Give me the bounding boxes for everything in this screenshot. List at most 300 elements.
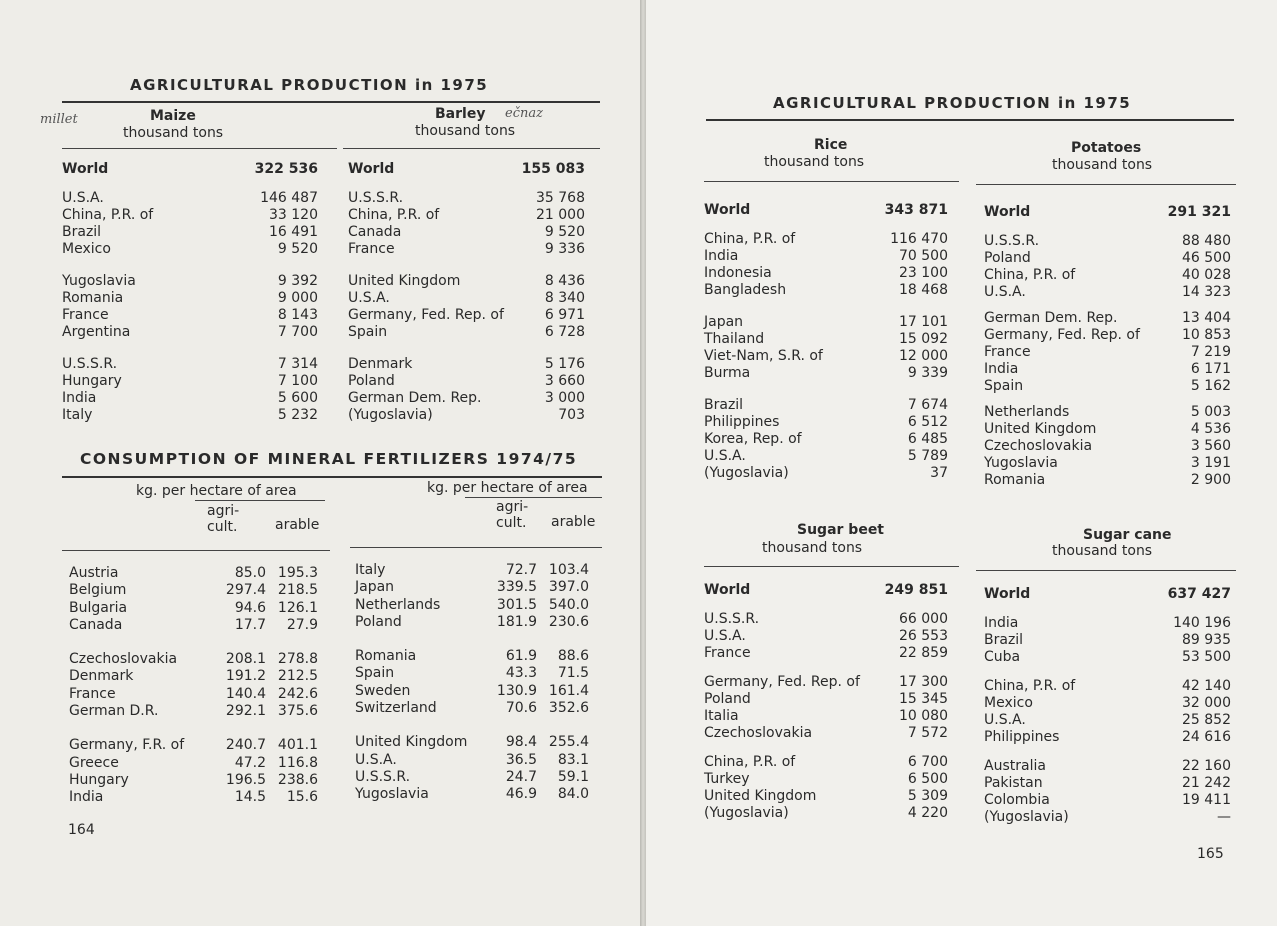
potatoes-country: India [984, 361, 1019, 377]
maize-row [62, 307, 318, 324]
potatoes-row [984, 421, 1231, 438]
potatoes-country: Germany, Fed. Rep. of [984, 327, 1140, 343]
sugar-beet-row [704, 691, 948, 708]
fert-col-agri-left: agri- cult. [207, 503, 240, 535]
potatoes-value: 88 480 [1182, 233, 1231, 249]
maize-row [62, 290, 318, 307]
sugar-cane-unit: thousand tons [1052, 543, 1153, 559]
rice-row [704, 448, 948, 465]
sugar-cane-country: Brazil [984, 632, 1024, 648]
rice-value: 5 789 [907, 448, 948, 464]
fertilizer-agricult-value: 43.3 [505, 665, 537, 682]
fertilizer-agricult-value: 196.5 [225, 771, 266, 788]
barley-country: Germany, Fed. Rep. of [348, 307, 504, 323]
sugar-cane-value: 42 140 [1182, 678, 1231, 694]
potatoes-table [984, 204, 1231, 489]
rice-row [704, 248, 948, 265]
fertilizer-arable-value: 212.5 [277, 668, 318, 685]
sugar-beet-country: U.S.S.R. [704, 611, 760, 627]
rice-country: Viet-Nam, S.R. of [704, 348, 823, 364]
sugar-cane-heading: Sugar cane [1083, 527, 1172, 543]
sugar-beet-value: 5 309 [907, 788, 948, 804]
title-rule [62, 101, 600, 103]
maize-world-row [62, 161, 318, 178]
sugar-beet-country: Czechoslovakia [704, 725, 813, 741]
sugar-beet-value: 66 000 [899, 611, 948, 627]
sugar-beet-country: France [704, 645, 751, 661]
fertilizer-arable-value: 397.0 [548, 579, 589, 596]
fertilizer-agricult-value: 24.7 [505, 768, 537, 785]
fertilizer-row [355, 648, 589, 665]
maize-row [62, 407, 318, 424]
fertilizer-row [69, 600, 318, 617]
fertilizer-arable-value: 238.6 [277, 771, 318, 788]
fertilizer-row [355, 734, 589, 751]
sugar-beet-row [704, 754, 948, 771]
potatoes-country: Czechoslovakia [984, 438, 1093, 454]
maize-value: 7 100 [277, 373, 318, 389]
fertilizer-row [69, 789, 318, 806]
sugar-beet-unit: thousand tons [762, 540, 863, 556]
sugar-cane-country: Mexico [984, 695, 1033, 711]
fertilizer-arable-value: 15.6 [286, 789, 318, 806]
rice-unit: thousand tons [764, 154, 865, 170]
barley-country: Denmark [348, 356, 413, 372]
potatoes-value: 46 500 [1182, 250, 1231, 266]
maize-country: Romania [62, 290, 124, 306]
fertilizer-country: Bulgaria [69, 599, 128, 616]
sugar-beet-rule [704, 566, 959, 567]
fertilizer-agricult-value: 14.5 [234, 789, 266, 806]
fertilizer-row [69, 772, 318, 789]
fertilizer-row [69, 755, 318, 772]
potatoes-value: 10 853 [1182, 327, 1231, 343]
barley-value: 35 768 [536, 190, 585, 206]
rice-world-row [704, 202, 948, 219]
barley-row [348, 207, 585, 224]
potatoes-country: German Dem. Rep. [984, 310, 1118, 326]
sugar-cane-row [984, 712, 1231, 729]
fertilizer-agricult-value: 85.0 [234, 565, 266, 581]
sugar-beet-value: 4 220 [907, 805, 948, 821]
sugar-cane-country: Philippines [984, 729, 1060, 745]
sugar-cane-row [984, 695, 1231, 712]
fertilizer-country: Romania [355, 648, 417, 665]
rice-value: 15 092 [899, 331, 948, 347]
fertilizer-country: Yugoslavia [355, 786, 429, 803]
fertilizer-country: United Kingdom [355, 734, 468, 751]
potatoes-value: 14 323 [1182, 284, 1231, 300]
rice-country: Indonesia [704, 265, 772, 281]
potatoes-value: 5 162 [1190, 378, 1231, 394]
barley-value: 6 728 [544, 324, 585, 340]
sugar-cane-value: 140 196 [1173, 615, 1231, 631]
barley-country: Canada [348, 224, 402, 240]
barley-heading: Barley [435, 106, 486, 122]
maize-row [62, 356, 318, 373]
fertilizer-row [355, 665, 589, 682]
barley-country: U.S.A. [348, 290, 390, 306]
sugar-cane-row [984, 758, 1231, 775]
maize-row [62, 324, 318, 341]
maize-value: 7 700 [277, 324, 318, 340]
fertilizer-row [69, 617, 318, 634]
right-page [646, 0, 1277, 926]
rice-value: 37 [930, 465, 948, 481]
rice-country: Brazil [704, 397, 744, 413]
potatoes-country: China, P.R. of [984, 267, 1076, 283]
potatoes-country: France [984, 344, 1031, 360]
rice-row [704, 331, 948, 348]
handwritten-note-millet: millet [40, 112, 78, 127]
fertilizer-country: German D.R. [69, 703, 159, 720]
rice-country: Bangladesh [704, 282, 787, 298]
barley-row [348, 390, 585, 407]
rice-row [704, 365, 948, 382]
fertilizer-row [69, 565, 318, 582]
fertilizer-country: Austria [69, 565, 119, 581]
sugar-beet-world-row [704, 582, 948, 599]
sugar-cane-country: U.S.A. [984, 712, 1026, 728]
fertilizer-row [355, 700, 589, 717]
sugar-cane-value: 25 852 [1182, 712, 1231, 728]
fertilizers-header-rule-left [62, 550, 330, 551]
fertilizer-arable-value: 255.4 [548, 734, 589, 751]
potatoes-value: 3 191 [1190, 455, 1231, 471]
rice-country: U.S.A. [704, 448, 746, 464]
fertilizer-row [69, 737, 318, 754]
barley-world-value: 155 083 [521, 161, 585, 177]
fertilizer-row [69, 582, 318, 599]
barley-value: 6 971 [544, 307, 585, 323]
rice-row [704, 314, 948, 331]
barley-value: 8 436 [544, 273, 585, 289]
barley-value: 3 000 [544, 390, 585, 406]
fertilizer-arable-value: 103.4 [548, 562, 589, 578]
page-number-left: 164 [68, 822, 95, 838]
sugar-cane-row [984, 615, 1231, 632]
sugar-cane-value: 24 616 [1182, 729, 1231, 745]
rice-row [704, 282, 948, 299]
potatoes-country: Poland [984, 250, 1031, 266]
fertilizer-row [355, 752, 589, 769]
barley-country: U.S.S.R. [348, 190, 404, 206]
maize-country: China, P.R. of [62, 207, 154, 223]
barley-country: German Dem. Rep. [348, 390, 482, 406]
barley-row [348, 273, 585, 290]
sugar-beet-value: 17 300 [899, 674, 948, 690]
barley-country: (Yugoslavia) [348, 407, 433, 423]
maize-country: India [62, 390, 97, 406]
fertilizer-row [355, 786, 589, 803]
fertilizers-header-rule-right [350, 547, 602, 548]
maize-value: 5 600 [277, 390, 318, 406]
fertilizer-agricult-value: 292.1 [225, 703, 266, 720]
fertilizer-row [69, 686, 318, 703]
rice-world-value: 343 871 [884, 202, 948, 218]
right-title-rule [706, 119, 1234, 121]
fertilizer-arable-value: 84.0 [557, 786, 589, 803]
maize-value: 9 520 [277, 241, 318, 257]
maize-world-value: 322 536 [254, 161, 318, 177]
rice-heading: Rice [814, 137, 848, 153]
rice-value: 6 512 [907, 414, 948, 430]
fertilizer-row [69, 651, 318, 668]
sugar-beet-row [704, 611, 948, 628]
barley-row [348, 307, 585, 324]
fertilizer-country: Poland [355, 613, 402, 630]
fertilizer-arable-value: 375.6 [277, 703, 318, 720]
fertilizer-agricult-value: 140.4 [225, 685, 266, 702]
potatoes-row [984, 250, 1231, 267]
sugar-cane-country: Cuba [984, 649, 1021, 665]
barley-country: Poland [348, 373, 395, 389]
maize-country: Argentina [62, 324, 131, 340]
fertilizer-country: India [69, 789, 104, 806]
potatoes-country: U.S.S.R. [984, 233, 1040, 249]
barley-table [348, 161, 585, 424]
rice-value: 6 485 [907, 431, 948, 447]
maize-row [62, 241, 318, 258]
potatoes-row [984, 310, 1231, 327]
fertilizer-arable-value: 352.6 [548, 700, 589, 717]
maize-country: Brazil [62, 224, 102, 240]
sugar-beet-row [704, 708, 948, 725]
fertilizer-arable-value: 401.1 [277, 737, 318, 754]
barley-unit: thousand tons [415, 123, 516, 139]
maize-value: 8 143 [277, 307, 318, 323]
rice-row [704, 348, 948, 365]
potatoes-value: 7 219 [1190, 344, 1231, 360]
sugar-beet-country: Germany, Fed. Rep. of [704, 674, 860, 690]
sugar-cane-country: Australia [984, 758, 1046, 774]
maize-value: 33 120 [269, 207, 318, 223]
sugar-beet-row [704, 725, 948, 742]
fertilizer-country: Czechoslovakia [69, 651, 178, 668]
fertilizer-arable-value: 59.1 [557, 768, 589, 785]
rice-world-label: World [704, 202, 751, 218]
maize-row [62, 224, 318, 241]
sugar-beet-value: 15 345 [899, 691, 948, 707]
maize-country: Yugoslavia [62, 273, 136, 289]
rice-row [704, 465, 948, 482]
rice-row [704, 431, 948, 448]
sugar-cane-row [984, 775, 1231, 792]
fertilizer-arable-value: 88.6 [557, 648, 589, 665]
potatoes-row [984, 233, 1231, 250]
rice-row [704, 397, 948, 414]
sugar-cane-value: 19 411 [1182, 792, 1231, 808]
fertilizer-arable-value: 195.3 [277, 565, 318, 581]
fertilizer-agricult-value: 72.7 [505, 562, 537, 578]
barley-row [348, 324, 585, 341]
fertilizer-row [355, 579, 589, 596]
fert-col-agri-right: agri- cult. [496, 499, 529, 531]
sugar-cane-value: 89 935 [1182, 632, 1231, 648]
fertilizer-row [355, 597, 589, 614]
fertilizer-arable-value: 27.9 [286, 616, 318, 633]
sugar-beet-row [704, 771, 948, 788]
sugar-cane-row [984, 792, 1231, 809]
barley-value: 8 340 [544, 290, 585, 306]
handwritten-note-barley: ečnaz [505, 106, 543, 121]
rice-country: Thailand [704, 331, 765, 347]
barley-row [348, 373, 585, 390]
potatoes-value: 3 560 [1190, 438, 1231, 454]
barley-row [348, 407, 585, 424]
sugar-beet-country: Poland [704, 691, 751, 707]
fertilizer-arable-value: 83.1 [557, 751, 589, 768]
fertilizer-arable-value: 218.5 [277, 582, 318, 599]
sugar-cane-world-value: 637 427 [1167, 586, 1231, 602]
sugar-cane-rule [976, 570, 1236, 571]
sugar-beet-country: (Yugoslavia) [704, 805, 789, 821]
barley-country: France [348, 241, 395, 257]
potatoes-value: 40 028 [1182, 267, 1231, 283]
barley-value: 9 520 [544, 224, 585, 240]
fertilizer-agricult-value: 297.4 [225, 582, 266, 599]
sugar-cane-country: (Yugoslavia) [984, 809, 1069, 825]
maize-heading: Maize [150, 108, 196, 124]
potatoes-world-label: World [984, 204, 1031, 220]
fertilizer-row [355, 769, 589, 786]
maize-row [62, 373, 318, 390]
rice-row [704, 265, 948, 282]
potatoes-country: Spain [984, 378, 1024, 394]
rice-country: (Yugoslavia) [704, 465, 789, 481]
fertilizer-arable-value: 126.1 [277, 599, 318, 616]
fertilizer-arable-value: 71.5 [557, 665, 589, 682]
fertilizer-country: Hungary [69, 771, 129, 788]
fertilizer-agricult-value: 61.9 [505, 648, 537, 665]
fertilizer-agricult-value: 301.5 [496, 596, 537, 613]
potatoes-unit: thousand tons [1052, 157, 1153, 173]
barley-world-row [348, 161, 585, 178]
barley-value: 5 176 [544, 356, 585, 372]
maize-row [62, 273, 318, 290]
fertilizer-arable-value: 278.8 [277, 651, 318, 668]
barley-rule [343, 148, 600, 149]
fert-col-arable-left: arable [275, 517, 320, 533]
barley-value: 703 [558, 407, 585, 423]
potatoes-country: Netherlands [984, 404, 1070, 420]
maize-country: Mexico [62, 241, 111, 257]
fertilizer-country: Belgium [69, 582, 127, 599]
fertilizer-agricult-value: 208.1 [225, 651, 266, 668]
sugar-cane-country: India [984, 615, 1019, 631]
fertilizer-agricult-value: 94.6 [234, 599, 266, 616]
left-page-title: AGRICULTURAL PRODUCTION in 1975 [130, 76, 489, 94]
sugar-cane-world-label: World [984, 586, 1031, 602]
fertilizer-agricult-value: 46.9 [505, 786, 537, 803]
sugar-beet-value: 7 572 [907, 725, 948, 741]
maize-country: Hungary [62, 373, 122, 389]
maize-value: 16 491 [269, 224, 318, 240]
potatoes-country: Romania [984, 472, 1046, 488]
maize-country: France [62, 307, 109, 323]
rice-value: 70 500 [899, 248, 948, 264]
maize-country: U.S.A. [62, 190, 104, 206]
barley-row [348, 356, 585, 373]
maize-value: 5 232 [277, 407, 318, 423]
sugar-cane-value: 53 500 [1182, 649, 1231, 665]
fertilizers-unit-left: kg. per hectare of area [136, 483, 297, 499]
fertilizer-country: Canada [69, 616, 123, 633]
fertilizer-arable-value: 242.6 [277, 685, 318, 702]
sugar-cane-table [984, 586, 1231, 826]
maize-table [62, 161, 318, 424]
sugar-cane-row [984, 729, 1231, 746]
fertilizer-row [69, 668, 318, 685]
rice-value: 17 101 [899, 314, 948, 330]
sugar-beet-world-label: World [704, 582, 751, 598]
rice-country: Japan [704, 314, 744, 330]
potatoes-row [984, 378, 1231, 395]
rice-row [704, 231, 948, 248]
sugar-beet-table [704, 582, 948, 822]
potatoes-rule [976, 184, 1236, 185]
potatoes-row [984, 327, 1231, 344]
fertilizer-country: Spain [355, 665, 395, 682]
sugar-beet-heading: Sugar beet [797, 522, 885, 538]
fertilizers-title-rule [62, 476, 602, 478]
fertilizer-row [355, 562, 589, 579]
fertilizer-agricult-value: 181.9 [496, 613, 537, 630]
potatoes-country: U.S.A. [984, 284, 1026, 300]
potatoes-row [984, 284, 1231, 301]
fertilizer-agricult-value: 47.2 [234, 754, 266, 771]
sugar-beet-row [704, 788, 948, 805]
sugar-beet-row [704, 674, 948, 691]
potatoes-country: Yugoslavia [984, 455, 1058, 471]
maize-unit: thousand tons [123, 125, 224, 141]
fertilizer-arable-value: 161.4 [548, 682, 589, 699]
potatoes-value: 4 536 [1190, 421, 1231, 437]
fertilizers-subrule-left [195, 500, 325, 501]
rice-value: 7 674 [907, 397, 948, 413]
potatoes-row [984, 472, 1231, 489]
potatoes-row [984, 438, 1231, 455]
maize-value: 9 000 [277, 290, 318, 306]
sugar-beet-world-value: 249 851 [884, 582, 948, 598]
rice-rule [704, 181, 959, 182]
right-page-title: AGRICULTURAL PRODUCTION in 1975 [773, 94, 1132, 112]
fertilizer-agricult-value: 70.6 [505, 700, 537, 717]
rice-country: Philippines [704, 414, 780, 430]
maize-value: 7 314 [277, 356, 318, 372]
maize-value: 9 392 [277, 273, 318, 289]
rice-country: China, P.R. of [704, 231, 796, 247]
potatoes-row [984, 344, 1231, 361]
rice-country: India [704, 248, 739, 264]
fertilizer-country: Japan [355, 579, 395, 596]
maize-country: U.S.S.R. [62, 356, 118, 372]
potatoes-row [984, 361, 1231, 378]
fertilizer-row [69, 703, 318, 720]
potatoes-world-row [984, 204, 1231, 221]
rice-value: 23 100 [899, 265, 948, 281]
maize-row [62, 390, 318, 407]
fertilizer-country: Netherlands [355, 596, 441, 613]
fertilizers-unit-right: kg. per hectare of area [427, 480, 588, 496]
barley-row [348, 224, 585, 241]
rice-country: Burma [704, 365, 751, 381]
sugar-beet-row [704, 805, 948, 822]
fert-col-arable-right: arable [551, 514, 596, 530]
fertilizer-row [355, 683, 589, 700]
fertilizer-arable-value: 230.6 [548, 613, 589, 630]
maize-row [62, 190, 318, 207]
